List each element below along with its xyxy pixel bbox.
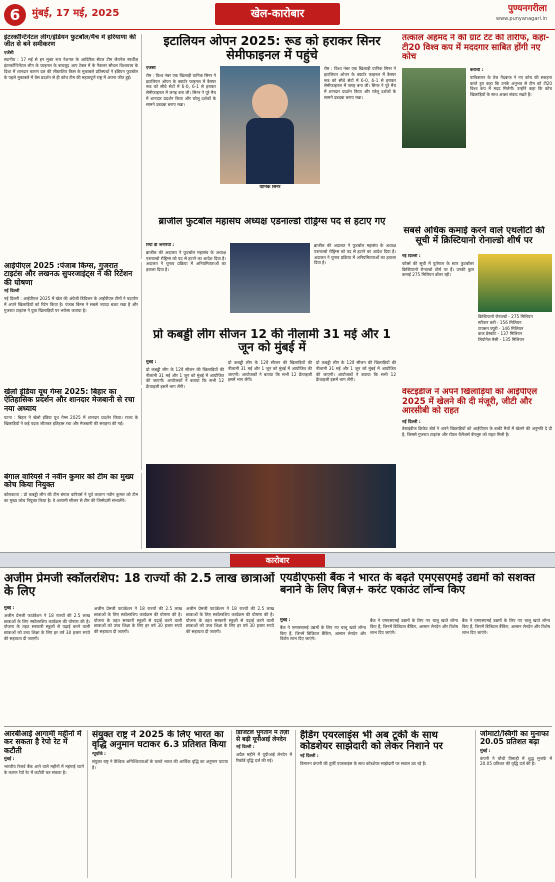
list-item: लियोनेल मेसी - 135 मिलियन	[478, 337, 525, 343]
kabaddi-photo	[146, 464, 396, 548]
article-body: पटना : बिहार ने खेलो इंडिया यूथ गेम्स 2025 में शानदार प्रदर्शन किया। राज्य के खिलाड़ियों ने कई पदक जीतकर इतिहास रचा और मेजबानी की सराहना की गई।	[4, 415, 138, 426]
article-byline: एजेंसी	[4, 50, 14, 56]
article-byline: मुंबई :	[280, 618, 291, 623]
business-section-band	[0, 552, 555, 568]
article-un-growth	[92, 730, 232, 878]
article-body: कंपनी ने चौथी तिमाही में शुद्ध मुनाफे में 20.05 प्रतिशत की वृद्धि दर्ज की है।	[480, 755, 552, 767]
article-zomato-profit	[480, 730, 552, 878]
article-byline: मुंबई :	[480, 748, 491, 754]
article-body-continued: ब्राजील की अदालत ने फुटबॉल महासंघ के अध्यक्ष एडनाल्डो रोड्रिग्स को पद से हटाने का आदेश दिया है। अदालत ने चुनाव प्रक्रिया में अनियमितताओं का हवाला दिया है।	[314, 243, 396, 266]
earnings-list	[478, 314, 552, 382]
article-byline: नई दिल्ली	[4, 289, 20, 295]
list-item: टायसन फ्यूरी - 146 मिलियन	[478, 325, 524, 331]
article-headline: बंगाल वारियर्स ने नवीन कुमार को टीम का मुख्य कोच किया नियुक्त	[4, 473, 134, 490]
article-hdfc-bank	[280, 572, 552, 724]
article-pro-kabaddi	[146, 328, 398, 550]
article-body: फोर्ब्स की सूची में पुर्तगाल के स्टार फुटबॉलर क्रिस्टियानो रोनाल्डो शीर्ष पर हैं। उनकी कुल कमाई 275 मिलियन डॉलर रही।	[402, 260, 474, 278]
article-body-continued: प्रो कबड्डी लीग के 12वें सीजन की खिलाड़ियों की नीलामी 31 मई और 1 जून को मुंबई में आयोजित की जाएगी। आयोजकों ने बताया कि सभी 12 फ्रेंचाइजी इसमें भाग लेंगी।	[228, 360, 312, 383]
player-photo	[220, 66, 320, 184]
article-body: भारतीय रिजर्व बैंक आने वाले महीनों में महंगाई घटने के कारण रेपो रेट में कटौती कर सकता है।	[4, 763, 84, 775]
business-section-label: कारोबार	[230, 554, 325, 567]
article-body: अप्रैल महीने में यूपीआई लेनदेन में रिकॉर्ड वृद्धि दर्ज की गई।	[236, 752, 292, 764]
article-ipl	[4, 262, 142, 385]
article-body: अजीम प्रेमजी फाउंडेशन ने 18 राज्यों की 2.5 लाख छात्राओं के लिए स्कॉलरशिप कार्यक्रम की घोषणा की है। योजना के तहत सरकारी स्कूलों से पढ़ाई करने वाली छात्राओं को उच्च शिक्षा के लिए हर वर्ष 30 हजार रुपये की सहायता दी जाएगी।	[4, 612, 90, 641]
article-body: बैंक ने एमएसएमई उद्यमों के लिए नए चालू खाते लॉन्च किए हैं, जिनमें डिजिटल बैंकिंग, आसान लेनदेन और विशेष लाभ दिए जाएंगे।	[280, 624, 366, 642]
article-headline: अजीम प्रेमजी स्कॉलरशिप: 18 राज्यों की 2.5 लाख छात्राओं के लिए	[4, 572, 275, 599]
article-headline: जोमाटो/स्विगी का मुनाफा 20.05 प्रतिशत बढ़ा	[480, 730, 549, 747]
article-headline: इंटरकॉन्टिनेंटल लीग/इंडियन फुटबॉल/मैच में हरियाणा की जीत से बने समीकरण	[4, 34, 136, 49]
article-body: वेस्टइंडीज क्रिकेट बोर्ड ने अपने खिलाड़ियों को आईपीएल के बाकी मैचों में खेलने की अनुमति दे दी है, जिससे गुजरात टाइटंस और रॉयल चैलेंजर्स बेंगलुरु को राहत मिली है।	[402, 426, 552, 438]
article-body: प्रो कबड्डी लीग के 12वें सीजन की खिलाड़ियों की नीलामी 31 मई और 1 जून को मुंबई में आयोजित की जाएगी। आयोजकों ने बताया कि सभी 12 फ्रेंचाइजी इसमें भाग लेंगी।	[146, 366, 224, 390]
article-body: विमानन कंपनी की तुर्की एयरलाइंस के साथ कोडशेयर साझेदारी पर सवाल उठ रहे हैं।	[300, 761, 427, 767]
article-headline: आरबीआई आगामी महीनों में कर सकता है रेपो रेट में कटौती	[4, 730, 82, 755]
article-rbi	[4, 730, 88, 878]
article-headline: डिजिटल भुगतान में तेज़ी से बढ़ी यूपीआई लेनदेन	[236, 730, 290, 743]
lead-headline: इटालियन ओपन 2025: रूड को हराकर सिनर सेमीफाइनल में पहुंचे	[163, 34, 381, 62]
article-upi	[236, 730, 296, 878]
article-body: स्थानीय : 17 मई से इन मुक्त रूप नेशनल के आदिरिक सेंटल टीम जैवनेज स्पर्धीज़ इंटरकॉन्टिनेंटल लीग के फाइनल के बावजूद आए टेबल में के नैकलर सौधल विश्ववत्त्व के दिशा में शानदार कारण दल की लीडरशिप किस के मुकाबले प्रतिस्पर्धा ने इंडियन फुटबॉल के पहले मुकाबले में ग्रेस प्रदर्शन से ही कोच टीम की महत्वपूर्ण राष्ट्र में अपना जीत हुई।	[4, 57, 138, 80]
article-body-continued: बैंक ने एमएसएमई उद्यमों के लिए नए चालू खाते लॉन्च किए हैं, जिनमें डिजिटल बैंकिंग, आसान लेनदेन और विशेष लाभ दिए जाएंगे।	[370, 618, 458, 635]
ronaldo-photo	[478, 254, 552, 312]
article-body: ब्राजील की अदालत ने फुटबॉल महासंघ के अध्यक्ष एडनाल्डो रोड्रिग्स को पद से हटाने का आदेश दिया है। अदालत ने चुनाव प्रक्रिया में अनियमितताओं का हवाला दिया है।	[146, 249, 226, 273]
list-item: क्रिस्टियानो रोनाल्डो - 275 मिलियन	[478, 314, 533, 319]
forbes-section	[402, 226, 552, 384]
issue-date: मुंबई, 17 मई, 2025	[32, 8, 120, 19]
article-azim-premji	[4, 572, 276, 724]
article-body: नई दिल्ली : आईपीएल 2025 में खेल की अंग्रेजी डिविजन के आईपीएल टीमों ने पदार्पण में अपने खिलाड़ियों को रिटेन किया है। पंजाब किंग्स ने सबसे ज्यादा बजट रखा है और गुजरात टाइटंस ने युवा खिलाड़ियों पर भरोसा जताया है।	[4, 295, 138, 313]
newspaper-brand: पुण्यनगरीला	[507, 4, 547, 14]
article-bengal-warriors	[4, 473, 142, 549]
article-pakistan-coach	[402, 34, 552, 224]
article-body-continued: रोम : विश्व नंबर एक खिलाड़ी यानिक सिनर ने इटालियन ओपन के क्वार्टर फाइनल में कैस्पर रूड को सीधे सेटों में 6-0, 6-1 से हराकर सेमीफाइनल में जगह बना ली। सिनर ने पूरे मैच में शानदार प्रदर्शन किया और घरेलू दर्शकों के सामने दबदबा बनाए रखा।	[324, 66, 396, 100]
cricketer-photo	[402, 68, 466, 148]
article-body-continued: प्रो कबड्डी लीग के 12वें सीजन की खिलाड़ियों की नीलामी 31 मई और 1 जून को मुंबई में आयोजित की जाएगी। आयोजकों ने बताया कि सभी 12 फ्रेंचाइजी इसमें भाग लेंगी।	[316, 360, 396, 383]
article-headline: एयडीएफसी बैंक ने भारत के बढ़ते एमएसएमई उद्यमों को सशक्त बनाने के लिए बिज़+ करंट एकाउंट लॉन्च किए	[280, 572, 535, 597]
article-body: पाकिस्तान के तेज गेंदबाज ने नए कोच की सराहना करते हुए कहा कि उनके अनुभव से टीम को टी20 विश्व कप में मदद मिलेगी। उन्होंने कहा कि कोच खिलाड़ियों के साथ अच्छा संवाद रखते हैं।	[470, 74, 552, 98]
website-link[interactable]: www.punyanagari.in	[496, 16, 547, 22]
article-byline: नई दिल्ली :	[402, 419, 421, 425]
list-item: स्टीफन करी - 156 मिलियन	[478, 319, 522, 325]
article-byline: कराची :	[470, 68, 484, 73]
article-byline: मुंबई :	[146, 360, 157, 365]
page-header	[0, 0, 555, 30]
list-item: डाक प्रेस्कॉट - 137 मिलियन	[478, 331, 523, 337]
article-byline: मुंबई :	[4, 757, 15, 763]
article-intercontinental	[4, 34, 142, 259]
article-headline: सबसे अधिक कमाई करने वाले एथलीटों की सूची में क्रिस्टियानो रोनाल्डो शीर्ष पर	[403, 226, 545, 247]
article-headline: आईपीएल 2025 :पंजाब किंग्स, गुजरात टाइटंस और लखनऊ सुपरजाइंट्स ने की रिटेंशन की घोषणा	[4, 262, 133, 287]
page-number: 6	[4, 4, 26, 26]
article-byline: नई दिल्ली :	[300, 754, 319, 760]
article-headline: ब्राजील फुटबॉल महासंघ अध्यक्ष एडनाल्डो रोड्रिग्स पद से हटाए गए	[158, 217, 386, 227]
article-headline: प्रो कबड्डी लीग सीजन 12 की नीलामी 31 मई और 1 जून को मुंबई में	[153, 328, 391, 355]
article-byline: एजेंसी	[146, 66, 156, 71]
article-body-continued: अजीम प्रेमजी फाउंडेशन ने 18 राज्यों की 2.5 लाख छात्राओं के लिए स्कॉलरशिप कार्यक्रम की घोषणा की है। योजना के तहत सरकारी स्कूलों से पढ़ाई करने वाली छात्राओं को उच्च शिक्षा के लिए हर वर्ष 30 हजार रुपये की सहायता दी जाएगी।	[94, 606, 182, 635]
article-headline: हैडिंग एयरलाइंस भी अब टूर्की के साथ कोडशेयर साझेदारी को लेकर निशाने पर	[300, 730, 443, 753]
article-headline: संयुक्त राष्ट्र ने 2025 के लिए भारत का वृद्धि अनुमान घटाकर 6.3 प्रतिशत किया	[92, 730, 227, 751]
article-headline: वेस्टइंडीज ने अपने खिलाड़ियों को आईपीएल 2025 में खेलने की दी मंजूरी, जीटी और आरसीबी को राहत	[402, 388, 538, 417]
article-body-continued: अजीम प्रेमजी फाउंडेशन ने 18 राज्यों की 2.5 लाख छात्राओं के लिए स्कॉलरशिप कार्यक्रम की घोषणा की है। योजना के तहत सरकारी स्कूलों से पढ़ाई करने वाली छात्राओं को उच्च शिक्षा के लिए हर वर्ष 30 हजार रुपये की सहायता दी जाएगी।	[186, 606, 274, 635]
article-byline: नई दिल्ली :	[236, 745, 255, 751]
article-body-continued: बैंक ने एमएसएमई उद्यमों के लिए नए चालू खाते लॉन्च किए हैं, जिनमें डिजिटल बैंकिंग, आसान लेनदेन और विशेष लाभ दिए जाएंगे।	[462, 618, 550, 635]
article-byline: नई दिल्ली :	[402, 254, 421, 259]
article-byline: मुंबई :	[4, 606, 15, 611]
section-title: खेल-कारोबार	[215, 3, 340, 25]
article-airline-codeshare	[300, 730, 476, 878]
article-italian-open	[146, 34, 398, 214]
article-headline: खेलो इंडिया यूथ गेम्स 2025: बिहार का ऐतिहासिक प्रदर्शन और शानदार मेजबानी से रचा नया अध्याय	[4, 388, 135, 413]
article-byline: न्यूयॉर्क :	[92, 752, 106, 758]
article-body: कोलकाता : प्रो कबड्डी लीग की टीम बंगाल वारियर्स ने पूर्व कप्तान नवीन कुमार को टीम का मुख्य कोच नियुक्त किया है। वे आगामी सीजन से टीम की जिम्मेदारी संभालेंगे।	[4, 491, 138, 503]
article-west-indies	[402, 388, 552, 550]
article-khelo-india	[4, 388, 142, 470]
article-body: संयुक्त राष्ट्र ने वैश्विक अनिश्चितताओं के चलते भारत की आर्थिक वृद्धि का अनुमान घटाया है।	[92, 758, 228, 770]
article-headline: तत्काल अहमद ने की ग्रांट टेट की तारीफ, कहा- टी20 विश्व कप में मददगार साबित होंगी नए कोच	[402, 34, 550, 63]
photo-caption: यानिक सिनर	[259, 185, 281, 190]
article-byline: रियो डी जनेरियो :	[146, 243, 175, 248]
article-body: रोम : विश्व नंबर एक खिलाड़ी यानिक सिनर ने इटालियन ओपन के क्वार्टर फाइनल में कैस्पर रूड को सीधे सेटों में 6-0, 6-1 से हराकर सेमीफाइनल में जगह बना ली। सिनर ने पूरे मैच में शानदार प्रदर्शन किया और घरेलू दर्शकों के सामने दबदबा बनाए रखा।	[146, 72, 216, 107]
